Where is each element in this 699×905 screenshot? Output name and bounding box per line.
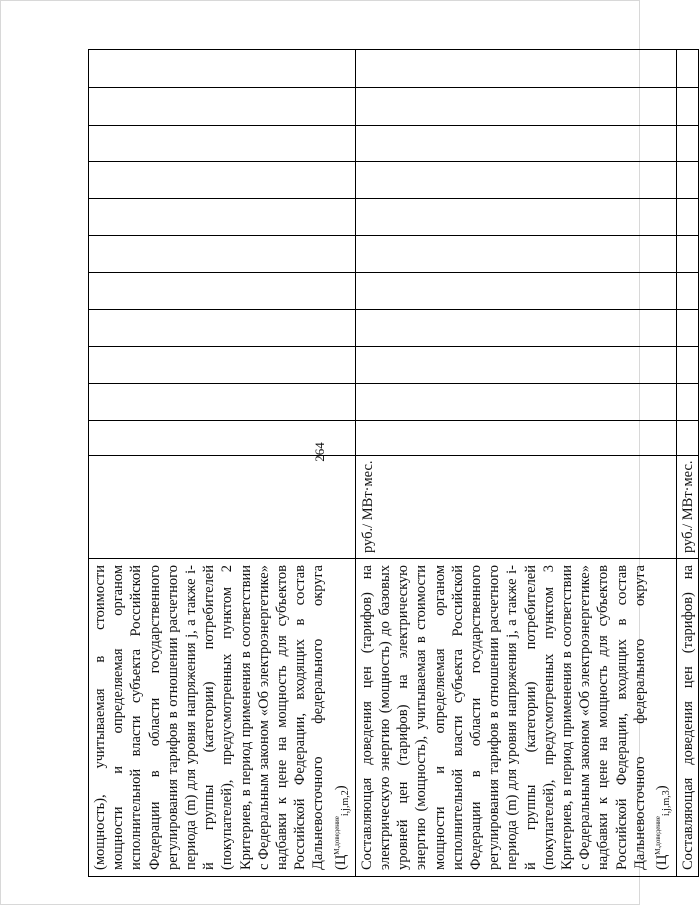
value-cell [89,384,356,421]
value-cell [355,310,676,347]
symbol-close: ) [654,785,671,791]
value-cell [89,50,356,88]
symbol-subscript: i,j,m,3 [661,790,673,817]
value-cell [355,421,676,456]
symbol-superscript: М,доведение [654,816,663,855]
value-cell [89,126,356,162]
value-cell [355,162,676,199]
value-cell [677,347,699,384]
value-cell [677,50,699,88]
unit-text: руб./ МВт·мес. [680,460,697,553]
row-text: (мощность), учитываемая в стоимости мощности и определяемая органом исполнительной власти субъекта Российской Федерации в области государственного регулирования тарифов в отношении расчетного периода (m) для уровня напряжения j, а также i-й группы (категории) потребителей (покупателей), предусмотренных пунктом 2 Критериев, в период применения в соответствии с Федеральным законом «Об электроэнергетике» надбавки к цене на мощность для субъектов Российской Федерации, входящих в состав Дальневосточного федерального округа [92,565,327,870]
value-cell [677,421,699,456]
symbol-close: ) [332,785,349,791]
description-cell [677,559,699,877]
value-cell [89,421,356,456]
value-cell [89,310,356,347]
unit-cell [355,456,676,559]
value-cell [677,88,699,126]
table-row [89,50,356,877]
value-cell [89,162,356,199]
unit-text [89,456,92,558]
row-text: Составляющая доведения цен (тарифов) на [680,565,697,870]
value-cell [355,126,676,162]
value-cell [355,384,676,421]
value-cell [355,50,676,88]
value-cell [677,199,699,236]
value-cell [677,384,699,421]
value-cell [89,236,356,273]
tariff-table [88,49,699,877]
value-cell [355,273,676,310]
unit-text: руб./ МВт·мес. [359,460,376,553]
unit-cell [677,456,699,559]
value-cell [355,236,676,273]
row-text: Составляющая доведения цен (тарифов) на электрическую энергию (мощность) до базовых уровней цен (тарифов) на электрическую энергию (мощность), учитываемая в стоимости мощности и определяемая органом исполнительной власти субъекта Российской Федерации в области государственного регулирования тарифов в отношении расчетного периода (m) для уровня напряжения j, а также i-й группы (категории) потребителей (покупателей), предусмотренных пунктом 3 Критериев, в период применения в соответствии с Федеральным законом «Об электроэнергетике» надбавки к цене на мощность для субъектов Российской Федерации, входящих в состав Дальневосточного федерального округа [358,565,648,870]
value-cell [355,347,676,384]
page-number: 264 [312,442,327,462]
value-cell [89,199,356,236]
value-cell [89,273,356,310]
description-cell [355,559,676,877]
unit-cell [89,456,356,559]
value-cell [677,126,699,162]
value-cell [355,88,676,126]
symbol-superscript: М,доведение [332,816,341,855]
rotated-table-wrapper [88,60,697,877]
value-cell [355,199,676,236]
symbol-open: (Ц [332,854,349,870]
symbol-open: (Ц [654,854,671,870]
table-row [355,50,676,877]
value-cell [89,88,356,126]
value-cell [677,310,699,347]
value-cell [677,236,699,273]
value-cell [89,347,356,384]
value-cell [677,273,699,310]
symbol-subscript: i,j,m,2 [339,790,351,817]
value-cell [677,162,699,199]
description-cell [89,559,356,877]
table-row [677,50,699,877]
